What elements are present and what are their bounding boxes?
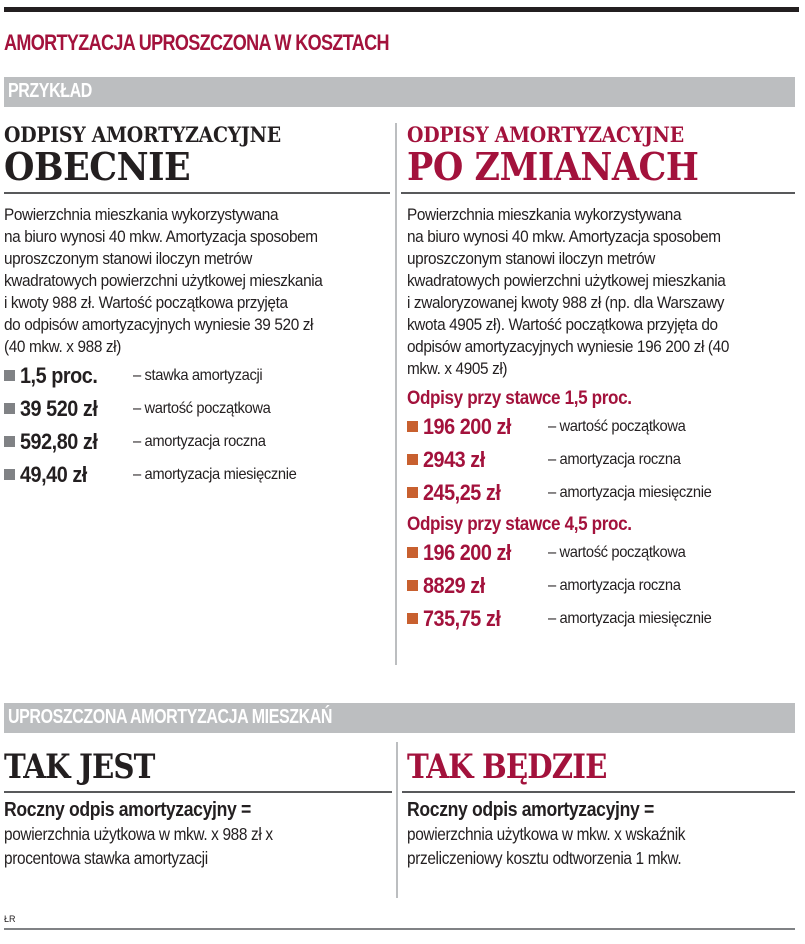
square-bullet-icon <box>4 436 15 447</box>
description-paragraph <box>4 204 404 358</box>
text-line: uproszczonym stanowi iloczyn metrów <box>407 250 655 268</box>
text-line: odpisów amortyzacyjnych wyniesie 196 200 zł (40 <box>407 338 729 356</box>
item-description: – wartość początkowa <box>133 399 271 417</box>
list-item <box>4 359 390 392</box>
value-list <box>407 536 795 635</box>
divider <box>4 192 390 194</box>
text-line: do odpisów amortyzacyjnych wyniesie 39 520 zł <box>4 316 314 334</box>
square-bullet-icon <box>407 613 418 624</box>
value-list <box>407 410 795 509</box>
formula-text <box>4 822 391 870</box>
text-line: uproszczonym stanowi iloczyn metrów <box>4 250 252 268</box>
heading-tak-bedzie: TAK BĘDZIE <box>407 747 607 787</box>
group-heading: Odpisy przy stawce 1,5 proc. <box>407 388 632 409</box>
item-description: – wartość początkowa <box>548 543 686 561</box>
section-label: PRZYKŁAD <box>8 80 92 102</box>
column-divider <box>395 123 397 665</box>
top-rule <box>4 7 799 12</box>
list-item <box>4 425 390 458</box>
heading-tak-jest: TAK JEST <box>4 747 155 787</box>
divider <box>402 791 795 793</box>
description-paragraph <box>407 204 805 380</box>
text-line: Powierzchnia mieszkania wykorzystywana <box>407 206 682 224</box>
square-bullet-icon <box>407 487 418 498</box>
list-item <box>407 410 795 443</box>
item-value: 1,5 proc. <box>20 362 98 388</box>
item-value: 245,25 zł <box>423 479 501 505</box>
section-bar-example <box>4 77 795 107</box>
heading-big: PO ZMIANACH <box>407 144 699 189</box>
formula-text <box>407 822 794 870</box>
text-line: kwota 4905 zł). Wartość początkowa przyjęta do <box>407 316 718 334</box>
formula-heading: Roczny odpis amortyzacyjny = <box>407 799 654 821</box>
item-description: – wartość początkowa <box>548 417 686 435</box>
heading-small: ODPISY AMORTYZACYJNE <box>4 122 281 147</box>
heading-small: ODPISY AMORTYZACYJNE <box>407 122 684 147</box>
section-label: UPROSZCZONA AMORTYZACJA MIESZKAŃ <box>8 706 333 728</box>
item-description: – amortyzacja roczna <box>548 450 681 468</box>
item-description: – amortyzacja miesięcznie <box>548 609 712 627</box>
column-divider <box>396 742 398 898</box>
text-line: przeliczeniowy kosztu odtworzenia 1 mkw. <box>407 848 682 868</box>
square-bullet-icon <box>407 580 418 591</box>
text-line: i zwaloryzowanej kwoty 988 zł (np. dla Warszawy <box>407 294 725 312</box>
square-bullet-icon <box>4 403 15 414</box>
list-item <box>4 458 390 491</box>
square-bullet-icon <box>407 454 418 465</box>
text-line: i kwoty 988 zł. Wartość początkowa przyjęta <box>4 294 288 312</box>
value-list <box>4 359 390 491</box>
divider <box>401 192 795 194</box>
text-line: na biuro wynosi 40 mkw. Amortyzacja sposobem <box>407 228 721 246</box>
square-bullet-icon <box>407 547 418 558</box>
heading-big: OBECNIE <box>4 144 191 189</box>
item-value: 196 200 zł <box>423 413 511 439</box>
source-credit: ŁR <box>4 914 16 924</box>
item-description: – amortyzacja roczna <box>548 576 681 594</box>
list-item <box>407 443 795 476</box>
square-bullet-icon <box>4 469 15 480</box>
changed-column <box>407 122 795 635</box>
current-column <box>4 122 390 491</box>
square-bullet-icon <box>4 370 15 381</box>
square-bullet-icon <box>407 421 418 432</box>
list-item <box>4 392 390 425</box>
item-value: 49,40 zł <box>20 461 87 487</box>
divider <box>4 791 392 793</box>
item-value: 196 200 zł <box>423 539 511 565</box>
item-value: 2943 zł <box>423 446 485 472</box>
item-description: – stawka amortyzacji <box>133 366 263 384</box>
text-line: kwadratowych powierzchni użytkowej mieszkania <box>407 272 726 290</box>
section-bar-formula <box>4 703 795 733</box>
text-line: powierzchnia użytkowa w mkw. x 988 zł x <box>4 824 273 844</box>
bottom-rule <box>4 928 795 930</box>
changed-formula <box>407 747 795 870</box>
page-title: AMORTYZACJA UPROSZCZONA W KOSZTACH <box>4 30 389 55</box>
item-value: 592,80 zł <box>20 428 98 454</box>
text-line: procentowa stawka amortyzacji <box>4 848 208 868</box>
text-line: Powierzchnia mieszkania wykorzystywana <box>4 206 279 224</box>
current-formula <box>4 747 390 870</box>
list-item <box>407 536 795 569</box>
item-description: – amortyzacja roczna <box>133 432 266 450</box>
item-description: – amortyzacja miesięcznie <box>548 483 712 501</box>
text-line: mkw. x 4905 zł) <box>407 360 508 378</box>
text-line: na biuro wynosi 40 mkw. Amortyzacja sposobem <box>4 228 318 246</box>
formula-heading: Roczny odpis amortyzacyjny = <box>4 799 251 821</box>
text-line: (40 mkw. x 988 zł) <box>4 338 121 356</box>
list-item <box>407 476 795 509</box>
list-item <box>407 569 795 602</box>
text-line: powierzchnia użytkowa w mkw. x wskaźnik <box>407 824 686 844</box>
text-line: kwadratowych powierzchni użytkowej mieszkania <box>4 272 323 290</box>
group-heading: Odpisy przy stawce 4,5 proc. <box>407 514 632 535</box>
item-value: 735,75 zł <box>423 605 501 631</box>
list-item <box>407 602 795 635</box>
item-value: 39 520 zł <box>20 395 98 421</box>
item-description: – amortyzacja miesięcznie <box>133 465 297 483</box>
item-value: 8829 zł <box>423 572 485 598</box>
